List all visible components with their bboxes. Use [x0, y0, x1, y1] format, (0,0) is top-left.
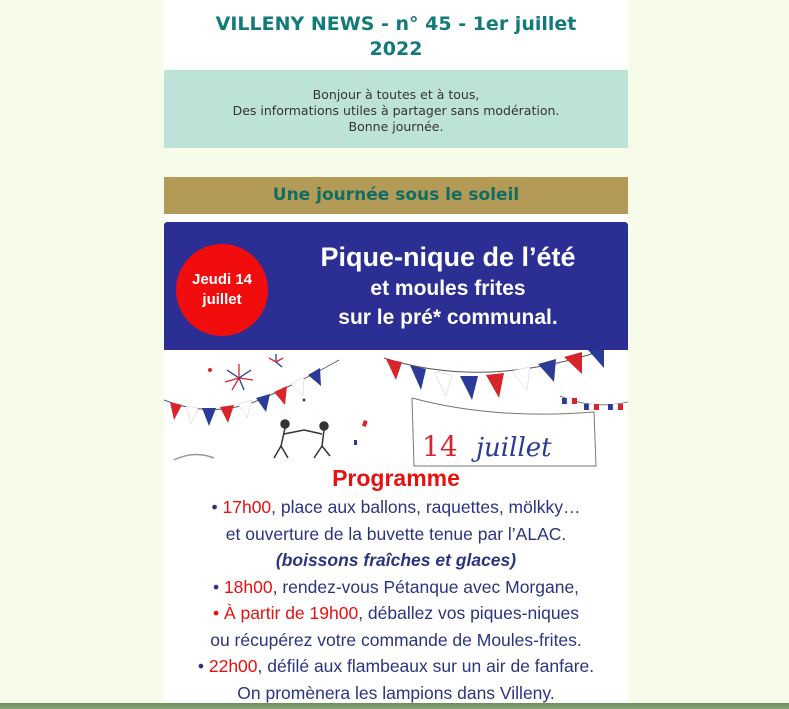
date-badge-day: Jeudi 14: [191, 271, 253, 288]
programme-title: Programme: [332, 465, 460, 491]
event-poster: [164, 222, 628, 709]
bunting-left-icon: [164, 360, 339, 426]
poster-title-line2: et moules frites: [370, 277, 526, 300]
programme-item-continuation: ou récupérez votre commande de Moules-frites.: [210, 629, 582, 650]
newsletter-title-line1: VILLENY NEWS - n° 45 - 1er juillet: [215, 13, 577, 35]
date-badge-month: juillet: [202, 291, 242, 308]
programme-item: [164, 574, 628, 601]
programme-time: À partir de 19h00: [223, 603, 359, 623]
fireworks-icon: [225, 354, 283, 390]
programme-text: , déballez vos piques-niques: [358, 603, 580, 623]
bunting-right-icon: [384, 350, 604, 400]
newsletter-column: [164, 0, 628, 709]
programme-time: 17h00: [222, 497, 272, 517]
spacer: [164, 214, 628, 222]
bullet: •: [197, 656, 209, 676]
section-title: Une journée sous le soleil: [164, 177, 628, 214]
intro-block: [164, 70, 628, 148]
programme-item: [164, 600, 628, 627]
programme-time: 18h00: [223, 576, 273, 597]
programme-text: , place aux ballons, raquettes, mölkky…: [271, 497, 581, 517]
programme-block: [164, 462, 628, 706]
intro-closing: Bonne journée.: [348, 119, 444, 134]
flags-garland-icon: [560, 396, 628, 410]
programme-item-continuation: et ouverture de la buvette tenue par l’ALAC.: [225, 523, 567, 544]
bullet: •: [212, 603, 224, 623]
intro-message: Des informations utiles à partager sans modération.: [232, 103, 560, 118]
programme-text: , rendez-vous Pétanque avec Morgane,: [272, 576, 580, 597]
bullet: •: [211, 497, 223, 517]
bottom-edge-bar: [0, 703, 789, 709]
spacer: [164, 148, 628, 177]
bastille-day-illustration: [164, 350, 628, 468]
programme-note: (boissons fraîches et glaces): [275, 550, 517, 570]
date-badge: [176, 244, 268, 336]
intro-greeting: Bonjour à toutes et à tous,: [312, 87, 480, 102]
programme-time: 22h00: [208, 656, 258, 676]
newsletter-title-line2: 2022: [369, 38, 423, 60]
poster-title-line3: sur le pré* communal.: [338, 306, 558, 329]
programme-item: [164, 494, 628, 521]
poster-title: [276, 240, 620, 332]
newsletter-header: [164, 0, 628, 70]
programme-text: , défilé aux flambeaux sur un air de fanfare.: [257, 656, 595, 676]
dancers-icon: [174, 420, 330, 460]
programme-item-continuation: On promènera les lampions dans Villeny.: [237, 682, 555, 703]
poster-title-line1: Pique-nique de l’été: [320, 242, 576, 272]
bullet: •: [212, 576, 224, 597]
programme-item: [164, 653, 628, 680]
banner-ribbon-icon: [412, 398, 596, 466]
banner-word: juillet: [476, 433, 552, 463]
banner-number: 14: [422, 430, 458, 463]
